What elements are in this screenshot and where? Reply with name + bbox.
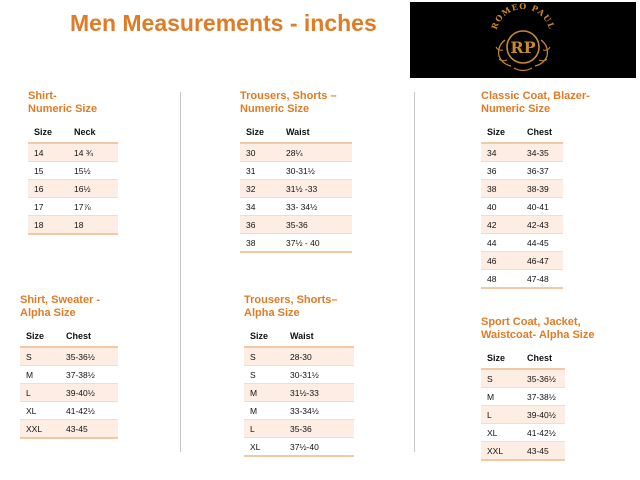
page-title: Men Measurements - inches <box>70 10 377 36</box>
table-row: M 37-38½ <box>20 366 118 384</box>
trousers-numeric-title: Trousers, Shorts – Numeric Size <box>240 90 337 115</box>
coat-numeric-section <box>481 90 590 289</box>
table-row: 38 38-39 <box>481 180 563 198</box>
column-divider-right <box>414 92 415 452</box>
column-header: Size <box>481 122 521 143</box>
column-header: Waist <box>280 122 352 143</box>
table-row: 48 47-48 <box>481 270 563 289</box>
shirt-alpha-section <box>20 294 118 439</box>
svg-text:ROMEO PAUL <box>489 2 557 31</box>
column-header: Size <box>481 348 521 369</box>
table-row: S 28-30 <box>244 347 354 366</box>
table-row: M 33-34½ <box>244 402 354 420</box>
table-row: 44 44-45 <box>481 234 563 252</box>
trousers-alpha-table <box>244 326 354 457</box>
shirt-numeric-table <box>28 122 118 235</box>
column-header: Size <box>240 122 280 143</box>
coat-numeric-table <box>481 122 563 289</box>
shirt-alpha-title: Shirt, Sweater - Alpha Size <box>20 294 101 319</box>
table-row: 46 46-47 <box>481 252 563 270</box>
shirt-numeric-title: Shirt- Numeric Size <box>28 90 98 115</box>
trousers-numeric-table <box>240 122 352 253</box>
column-header: Size <box>28 122 68 143</box>
table-row: 17 17⅞ <box>28 198 118 216</box>
trousers-alpha-title: Trousers, Shorts– Alpha Size <box>244 294 338 319</box>
table-row: S 35-36½ <box>20 347 118 366</box>
logo-monogram: RP <box>510 38 536 57</box>
table-row: XL 37½-40 <box>244 438 354 457</box>
column-header: Chest <box>60 326 118 347</box>
trousers-numeric-section <box>240 90 352 253</box>
column-header: Waist <box>284 326 354 347</box>
table-row: L 35-36 <box>244 420 354 438</box>
table-row: L 39-40½ <box>20 384 118 402</box>
table-row: 31 30-31½ <box>240 162 352 180</box>
column-header: Chest <box>521 348 565 369</box>
table-row: 38 37½ - 40 <box>240 234 352 253</box>
table-row: M 37-38½ <box>481 388 565 406</box>
table-row: S 35-36½ <box>481 369 565 388</box>
shirt-numeric-section <box>28 90 118 235</box>
table-row: 18 18 <box>28 216 118 235</box>
column-divider-left <box>180 92 181 452</box>
table-row: 14 14 ¾ <box>28 143 118 162</box>
table-row: XXL 43-45 <box>481 442 565 461</box>
table-row: XXL 43-45 <box>20 420 118 439</box>
column-header: Size <box>244 326 284 347</box>
coat-alpha-title: Sport Coat, Jacket, Waistcoat- Alpha Size <box>481 316 595 341</box>
table-row: 34 34-35 <box>481 143 563 162</box>
table-row: 30 28¼ <box>240 143 352 162</box>
table-row: M 31½-33 <box>244 384 354 402</box>
table-row: XL 41-42½ <box>20 402 118 420</box>
coat-alpha-section <box>481 316 594 461</box>
table-row: XL 41-42½ <box>481 424 565 442</box>
table-row: L 39-40½ <box>481 406 565 424</box>
table-row: 32 31½ -33 <box>240 180 352 198</box>
trousers-alpha-section <box>244 294 354 457</box>
table-row: S 30-31½ <box>244 366 354 384</box>
table-row: 36 35-36 <box>240 216 352 234</box>
logo-brand-text: ROMEO PAUL <box>488 2 558 31</box>
brand-logo <box>410 2 636 78</box>
column-header: Chest <box>521 122 563 143</box>
table-row: 16 16½ <box>28 180 118 198</box>
table-row: 40 40-41 <box>481 198 563 216</box>
table-row: 42 42-43 <box>481 216 563 234</box>
column-header: Size <box>20 326 60 347</box>
coat-numeric-title: Classic Coat, Blazer- Numeric Size <box>481 90 590 115</box>
shirt-alpha-table <box>20 326 118 439</box>
table-row: 15 15½ <box>28 162 118 180</box>
column-header: Neck <box>68 122 118 143</box>
table-row: 34 33- 34½ <box>240 198 352 216</box>
table-row: 36 36-37 <box>481 162 563 180</box>
coat-alpha-table <box>481 348 565 461</box>
